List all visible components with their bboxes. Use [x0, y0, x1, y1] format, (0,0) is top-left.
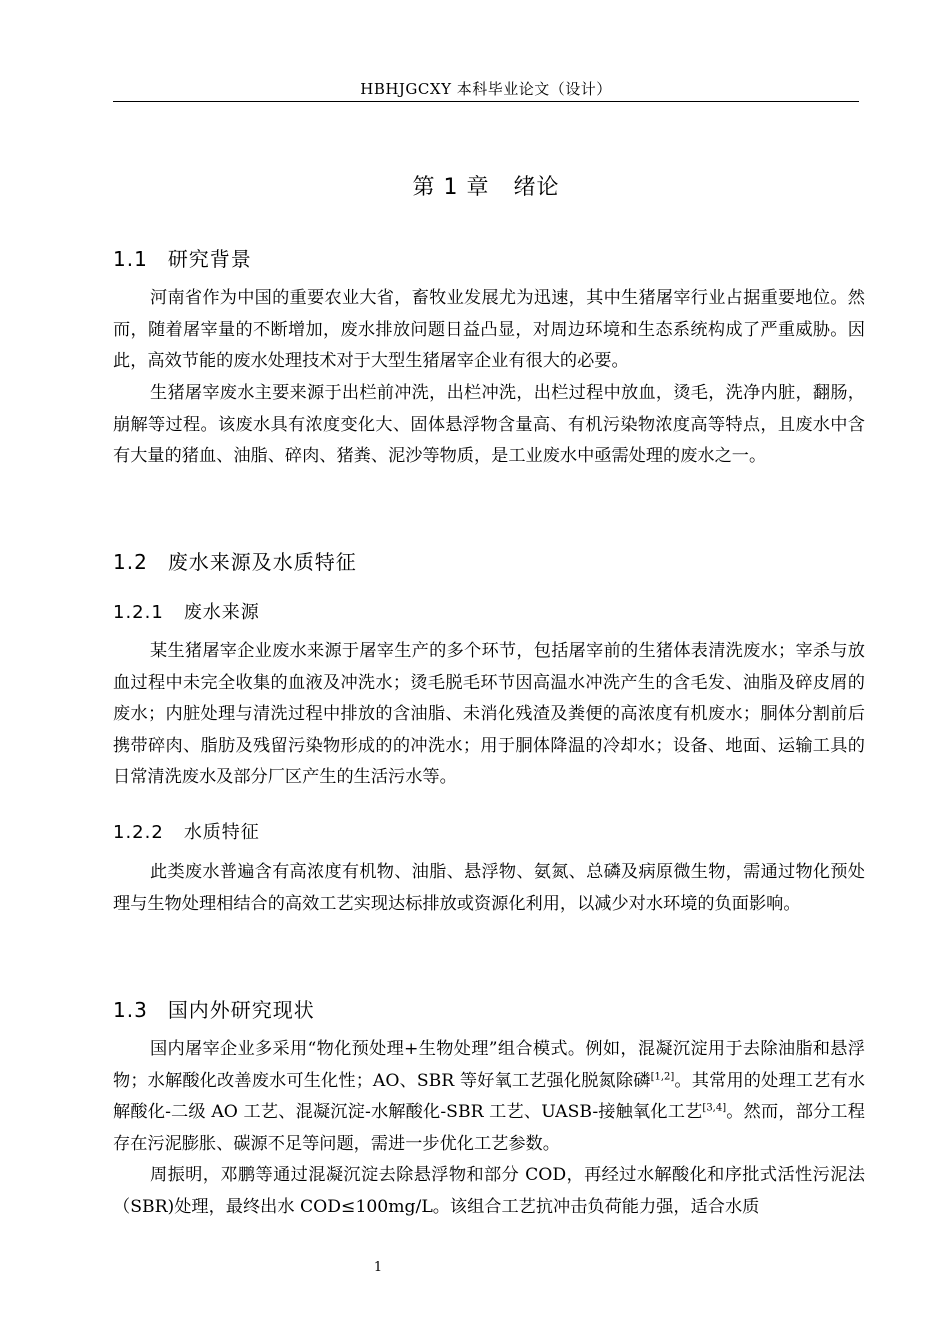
paragraph: 周振明，邓鹏等通过混凝沉淀去除悬浮物和部分 COD，再经过水解酸化和序批式活性污泥法（SBR)处理，最终出水 COD≤100mg/L。该组合工艺抗冲击负荷能力强，适合水质	[113, 1165, 865, 1217]
paragraph-text: 国内屠宰企业多采用“物化预处理+生物处理”组合模式。例如，混凝沉淀用于去除油脂和悬浮物；水解酸化改善废水可生化性；AO、SBR 等好氧工艺强化脱氮除磷	[113, 1039, 865, 1091]
section-title: 研究背景	[167, 247, 252, 271]
header-rule	[113, 101, 859, 102]
section-heading-1-3	[113, 994, 315, 1023]
citation: [3,4]	[702, 1102, 727, 1114]
section-number: 1.1	[113, 247, 148, 271]
chapter-name: 绪论	[513, 175, 560, 200]
paragraph-text: 。其常用的处理工艺有水解酸化-二级 AO 工艺、混凝沉淀-水解酸化-SBR 工艺、UASB-接触氧化工艺	[113, 1070, 865, 1123]
paragraph: 此类废水普遍含有高浓度有机物、油脂、悬浮物、氨氮、总磷及病原微生物，需通过物化预处理与生物处理相结合的高效工艺实现达标排放或资源化利用，以减少对水环境的负面影响。	[113, 862, 865, 914]
section-heading-1-1	[113, 243, 252, 272]
paragraph	[113, 1034, 865, 1160]
page-number: 1	[373, 1260, 383, 1275]
section-title: 废水来源及水质特征	[167, 550, 357, 574]
paragraph: 某生猪屠宰企业废水来源于屠宰生产的多个环节，包括屠宰前的生猪体表清洗废水；宰杀与放血过程中未完全收集的血液及冲洗水；烫毛脱毛环节因高温水冲洗产生的含毛发、油脂及碎皮屑的废水；内脏处理与清洗过程中排放的含油脂、未消化残渣及粪便的高浓度有机废水；胴体分割前后携带碎肉、脂肪及残留污染物形成的的冲洗水；用于胴体降温的冷却水；设备、地面、运输工具的日常清洗废水及部分厂区产生的生活污水等。	[113, 641, 865, 788]
paragraph-text: 。然而，部分工程存在污泥膨胀、碳源不足等问题，需进一步优化工艺参数。	[113, 1102, 865, 1154]
subsection-title: 废水来源	[183, 602, 260, 623]
running-header: HBHJGCXY 本科毕业论文（设计）	[360, 80, 612, 98]
section-number: 1.3	[113, 998, 148, 1022]
section-title: 国内外研究现状	[167, 998, 315, 1022]
paragraph: 河南省作为中国的重要农业大省，畜牧业发展尤为迅速，其中生猪屠宰行业占据重要地位。然而，随着屠宰量的不断增加，废水排放问题日益凸显，对周边环境和生态系统构成了严重威胁。因此，高效节能的废水处理技术对于大型生猪屠宰企业有很大的必要。	[113, 288, 865, 372]
citation: [1,2]	[650, 1070, 675, 1082]
paragraph: 生猪屠宰废水主要来源于出栏前冲洗，出栏冲洗，出栏过程中放血，烫毛，洗净内脏，翻肠，崩解等过程。该废水具有浓度变化大、固体悬浮物含量高、有机污染物浓度高等特点，且废水中含有大量的猪血、油脂、碎肉、猪粪、泥沙等物质，是工业废水中亟需处理的废水之一。	[113, 383, 865, 467]
chapter-number: 第 1 章	[412, 175, 490, 200]
section-heading-1-2	[113, 546, 357, 575]
subsection-number: 1.2.2	[113, 822, 164, 843]
subsection-number: 1.2.1	[113, 602, 164, 623]
subsection-title: 水质特征	[183, 822, 260, 843]
subsection-heading-1-2-1	[113, 598, 260, 624]
chapter-title	[113, 170, 859, 201]
subsection-heading-1-2-2	[113, 818, 260, 844]
section-number: 1.2	[113, 550, 148, 574]
